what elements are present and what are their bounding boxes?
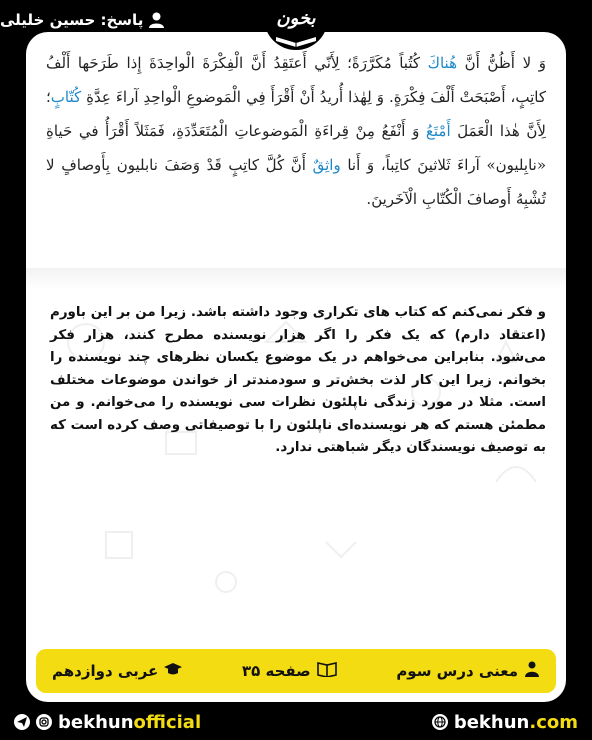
answer-author-label: پاسخ: حسین خلیلی [0,11,144,29]
arabic-text: وَ لا أَظُنُّ أَنَّ هُناكَ كُتُباً مُكَرَّرَةً؛ لِأَنّي أَعتَقِدُ أَنَّ الْفِكْرَةَ الْواحِدَةَ إِذا طَرَحَها أَلْفُ كاتِبٍ، أَصْبَحَتْ أَلْفَ فِكْرَةٍ. وَ لِهٰذا أُريدُ أَنْ أَقْرَأَ فِي الْمَوضوعِ الْواحِدِ آراءَ عِدَّةِ كُتّابٍ؛ لِأَنَّ هٰذا الْعَمَلَ أَمْتَعُ وَ أَنْفَعُ مِنْ قِراءَةِ الْمَوضوعاتِ الْمُتَعَدِّدَةِ، فَمَثَلاً أَقْرَأُ في حَياةِ «نابِليون» آراءَ ثَلاثينَ كاتِباً، وَ أَنا واثِقٌ أَنَّ كُلَّ كاتِبٍ قَدْ وَصَفَ نابليون بِأَوصافٍ لا تُشْبِهُ أَوصافَ الْكُتّابِ الْآخَرينَ. [46,54,546,208]
highlight-word: واثِقٌ [312,156,341,174]
grade-label: عربی دوازدهم [52,662,159,680]
highlight-word: أَمْتَعُ [425,122,451,140]
page-label: صفحه ۳۵ [241,662,311,680]
highlight-word: كُتّابٍ [50,88,82,106]
open-book-icon [317,661,337,681]
content-card [26,32,566,702]
logo-text: بخون [276,8,316,29]
highlight-word: هُناكَ [427,54,457,72]
bottom-bar [0,704,592,740]
graduation-cap-icon [164,661,182,681]
telegram-icon[interactable] [14,714,30,730]
globe-icon [432,714,448,730]
website-link[interactable] [432,712,578,733]
student-icon [524,661,540,681]
user-icon [149,12,164,28]
lesson-info-band [36,649,556,693]
website-text: bekhun.com [453,711,578,733]
lesson-label: معنی درس سوم [396,662,518,680]
social-handle[interactable] [14,712,201,733]
social-handle-text: bekhunofficial [58,711,202,733]
instagram-icon[interactable] [36,714,52,730]
persian-translation: و فکر نمی‌کنم که کتاب های تکراری وجود داشته باشد. زیرا من بر این باورم (اعتقاد دارم) که یک فکر را اگر هزار نویسنده مطرح کنند، هزار فکر می‌شود. بنابراین می‌خواهم در یک موضوع یکسان نظرهای چند نویسنده را بخوانم. زیرا این کار لذت بخش‌تر و سودمندتر از خواندن موضوعات مختلف است. مثلا در مورد زندگی ناپلئون نظرات سی نویسنده را می‌خوانم. و من مطمئن هستم که هر نویسنده‌ای ناپلئون را با توصیفاتی وصف کرده است که به توصیف نویسندگان دیگر شباهتی ندارد. [50,305,546,455]
brand-logo [264,4,328,50]
